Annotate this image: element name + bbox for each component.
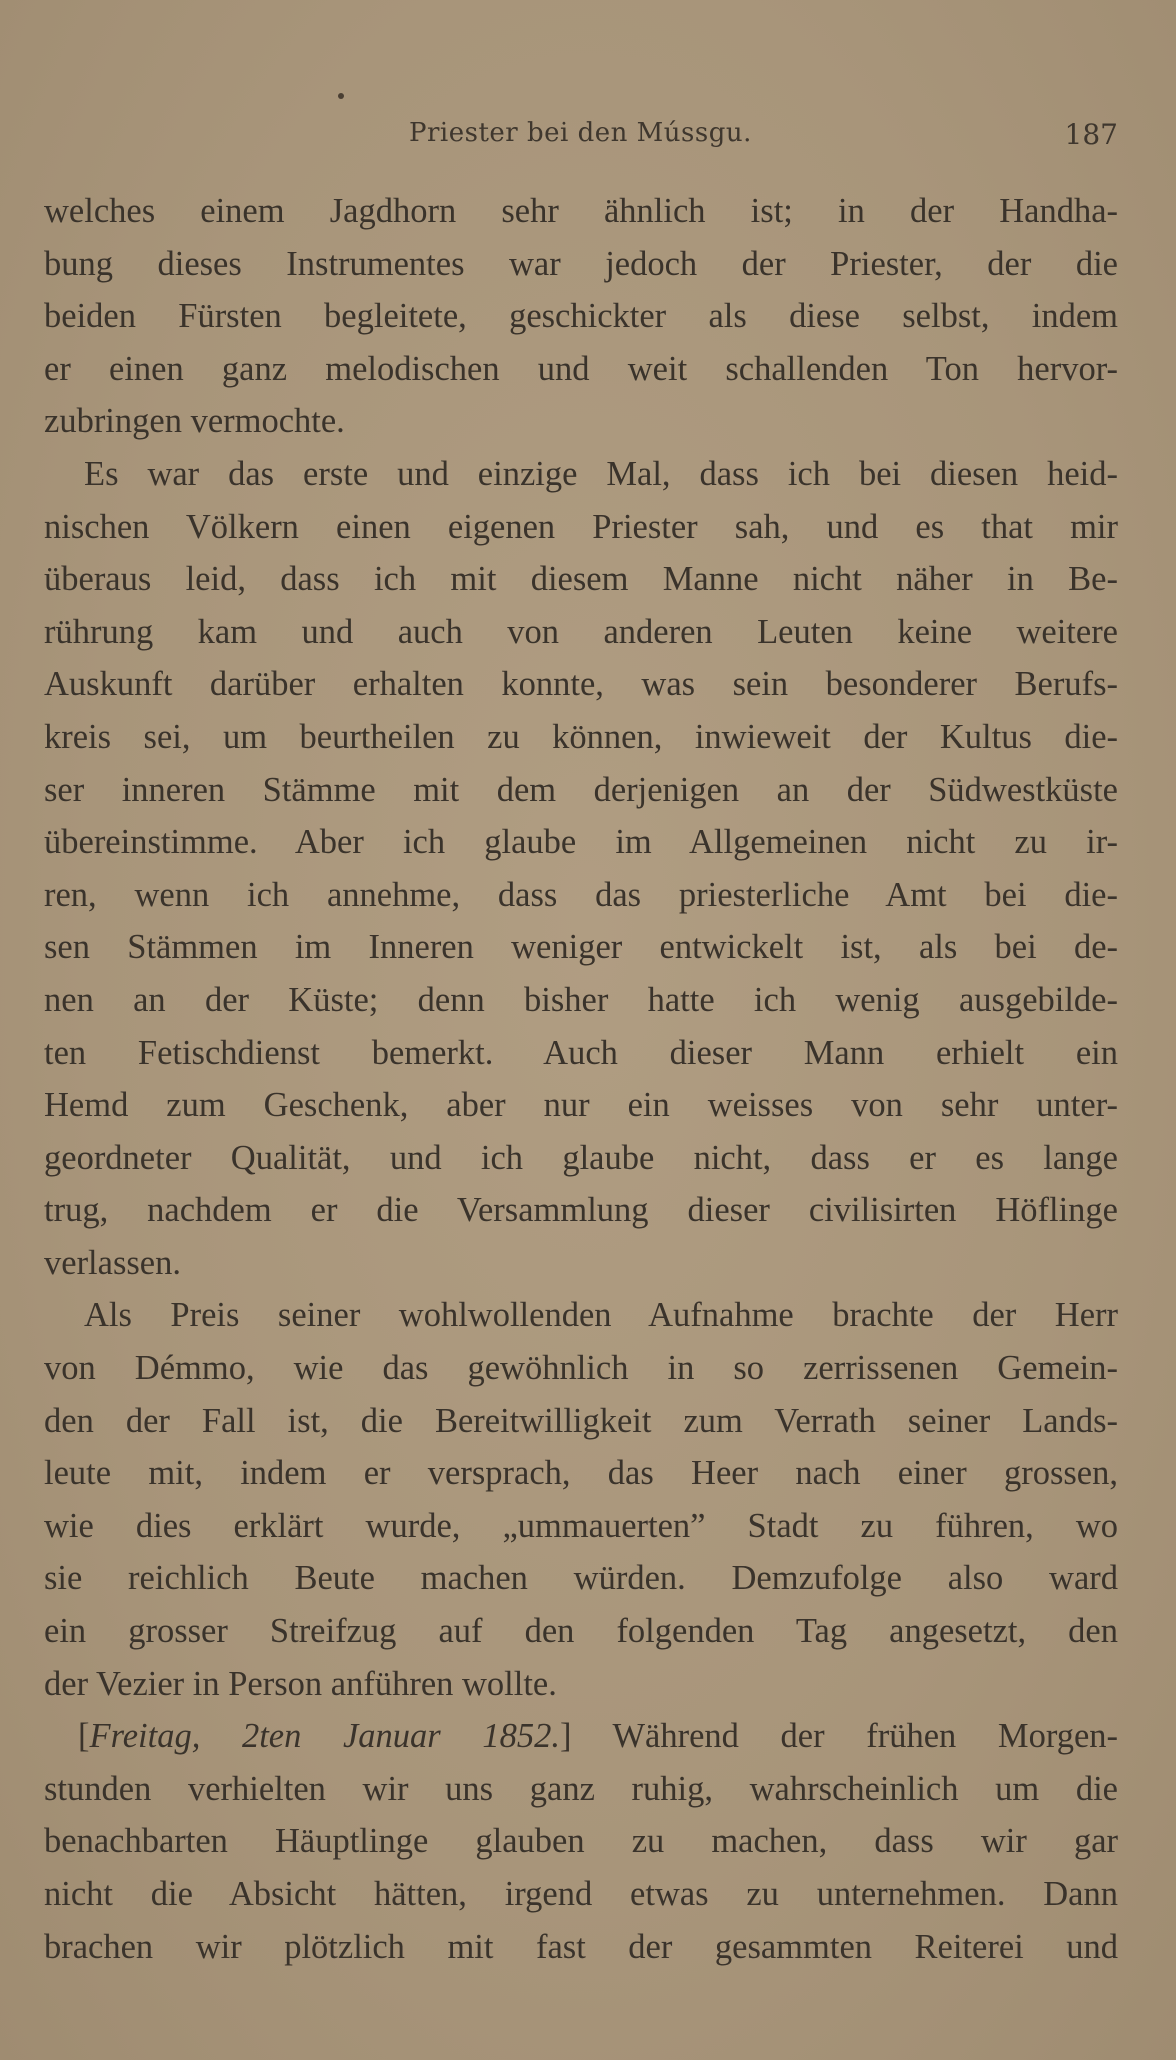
paragraph-first-line: Es war das erste und einzige Mal, dass ich bei diesen heid- bbox=[84, 454, 1118, 493]
text-line: stunden verhielten wir uns ganz ruhig, wahrscheinlich um die bbox=[44, 1769, 1118, 1808]
text-line: übereinstimme. Aber ich glaube im Allgemeinen nicht zu ir- bbox=[44, 823, 1118, 862]
text-line: nischen Völkern einen eigenen Priester sah, und es that mir bbox=[44, 507, 1118, 546]
text-line: beiden Fürsten begleitete, geschickter als diese selbst, indem bbox=[44, 297, 1118, 336]
text-line: von Démmo, wie das gewöhnlich in so zerrissenen Gemein- bbox=[44, 1349, 1118, 1388]
text-line: sie reichlich Beute machen würden. Demzufolge also ward bbox=[44, 1559, 1118, 1598]
text-line: ser inneren Stämme mit dem derjenigen an der Südwestküste bbox=[44, 770, 1118, 809]
text-line: trug, nachdem er die Versammlung dieser civilisirten Höflinge bbox=[44, 1191, 1118, 1230]
text-line: benachbarten Häuptlinge glauben zu machen, dass wir gar bbox=[44, 1822, 1118, 1861]
text-line: ren, wenn ich annehme, dass das priesterliche Amt bei die- bbox=[44, 875, 1118, 914]
page-number: 187 bbox=[1064, 118, 1118, 151]
text-line: ten Fetischdienst bemerkt. Auch dieser Mann erhielt ein bbox=[44, 1033, 1118, 1072]
text-line: überaus leid, dass ich mit diesem Manne nicht näher in Be- bbox=[44, 560, 1118, 599]
date-bracket-open: [ bbox=[78, 1717, 90, 1756]
text-line: der Vezier in Person anführen wollte. bbox=[44, 1664, 557, 1703]
text-line: ein grosser Streifzug auf den folgenden Tag angesetzt, den bbox=[44, 1612, 1118, 1651]
text-line: er einen ganz melodischen und weit schallenden Ton hervor- bbox=[44, 349, 1118, 388]
text-line: nicht die Absicht hätten, irgend etwas zu unternehmen. Dann bbox=[44, 1875, 1118, 1913]
date-bracket-close: ] bbox=[559, 1717, 572, 1756]
text-line-rest: Während der frühen Morgen- bbox=[571, 1717, 1118, 1756]
text-line: bung dieses Instrumentes war jedoch der Priester, der die bbox=[44, 244, 1118, 283]
text-line: leute mit, indem er versprach, das Heer nach einer grossen, bbox=[44, 1454, 1118, 1493]
text-line: Auskunft darüber erhalten konnte, was sein besonderer Berufs- bbox=[44, 665, 1118, 704]
running-title: Priester bei den Mússgu. bbox=[409, 118, 752, 148]
text-line: brachen wir plötzlich mit fast der gesammten Reiterei und bbox=[44, 1927, 1118, 1966]
text-line: sen Stämmen im Inneren weniger entwickelt ist, als bei de- bbox=[44, 928, 1118, 967]
date-entry: Freitag, 2ten Januar 1852. bbox=[89, 1717, 560, 1756]
paragraph-first-line: Als Preis seiner wohlwollenden Aufnahme brachte der Herr bbox=[84, 1296, 1118, 1335]
text-line: geordneter Qualität, und ich glaube nicht, dass er es lange bbox=[44, 1138, 1118, 1177]
text-line: welches einem Jagdhorn sehr ähnlich ist; in der Handha- bbox=[44, 192, 1118, 230]
text-line: den der Fall ist, die Bereitwilligkeit zum Verrath seiner Lands- bbox=[44, 1401, 1118, 1440]
text-line: rührung kam und auch von anderen Leuten keine weitere bbox=[44, 612, 1118, 651]
text-line: nen an der Küste; denn bisher hatte ich wenig ausgebilde- bbox=[44, 980, 1118, 1019]
text-line: wie dies erklärt wurde, „ummauerten” Stadt zu führen, wo bbox=[44, 1506, 1118, 1545]
text-line: zubringen vermochte. bbox=[44, 402, 345, 441]
running-header bbox=[44, 118, 1118, 162]
print-speck bbox=[338, 93, 344, 99]
text-line: Hemd zum Geschenk, aber nur ein weisses von sehr unter- bbox=[44, 1086, 1118, 1125]
text-line: kreis sei, um beurtheilen zu können, inwieweit der Kultus die- bbox=[44, 717, 1118, 756]
dated-paragraph-first-line bbox=[44, 1710, 1118, 1763]
body-text bbox=[44, 185, 1118, 1973]
text-line: verlassen. bbox=[44, 1243, 181, 1282]
